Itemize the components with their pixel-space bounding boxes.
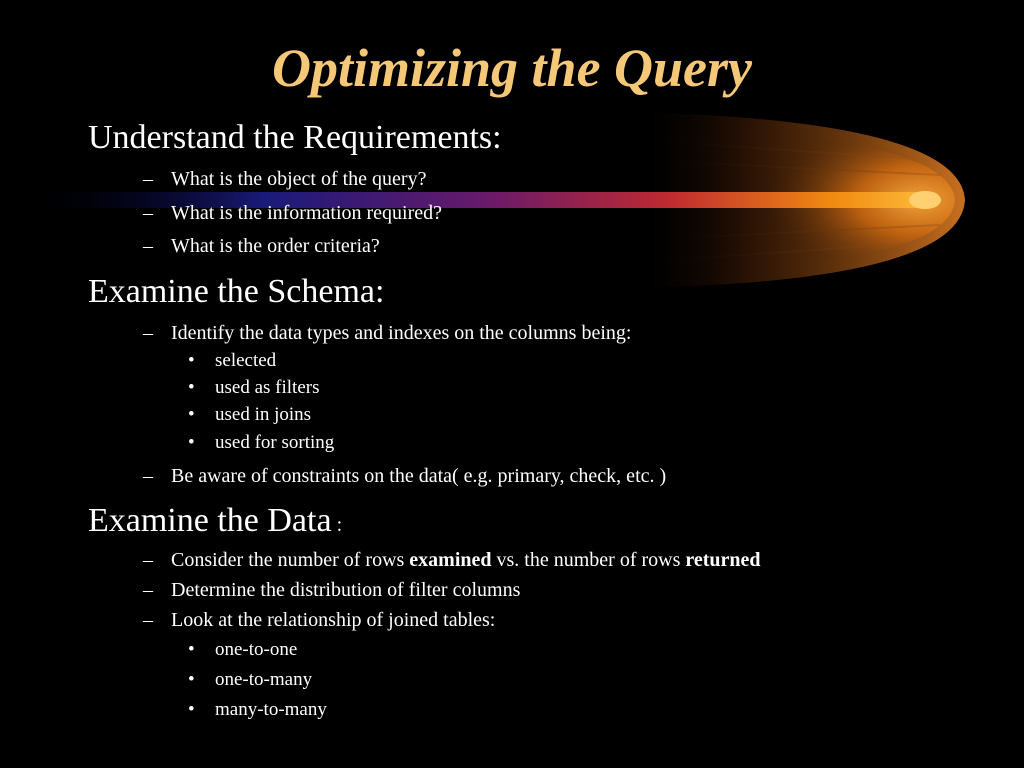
dot-bullet: • bbox=[188, 404, 195, 425]
dash-bullet: – bbox=[143, 168, 153, 190]
dot-bullet: • bbox=[188, 350, 195, 371]
dash-bullet: – bbox=[143, 202, 153, 224]
dash-bullet: – bbox=[143, 549, 153, 571]
slide: Optimizing the Query Understand the Requirements: – What is the object of the query? – What is the information required? – What is the order criteria? Examine the Schema: – Identify the data types and indexes on the columns being: • selected • used as filters • used in joins • used for sorting – Be aware of constraints on the data( e.g. primary, check, etc. ) Examine the Data : – Consider the number of rows examined vs. the number of rows returned – Determine the distribution of filter columns – Look at the relationship of joined tables: • one-to-one • one-to-many • many-to-many bbox=[0, 0, 1024, 768]
section-heading-schema: Examine the Schema: bbox=[88, 273, 385, 310]
section-heading-data: Examine the Data : bbox=[88, 502, 343, 539]
dot-bullet: • bbox=[188, 699, 195, 720]
dot-bullet: • bbox=[188, 639, 195, 660]
dash-bullet: – bbox=[143, 465, 153, 487]
dash-bullet: – bbox=[143, 322, 153, 344]
emphasis-returned: returned bbox=[685, 549, 761, 571]
emphasis-examined: examined bbox=[409, 549, 492, 571]
dash-bullet: – bbox=[143, 579, 153, 601]
slide-title: Optimizing the Query bbox=[271, 38, 753, 98]
dot-bullet: • bbox=[188, 669, 195, 690]
dot-bullet: • bbox=[188, 432, 195, 453]
dash-bullet: – bbox=[143, 609, 153, 631]
dash-bullet: – bbox=[143, 235, 153, 257]
section-heading-requirements: Understand the Requirements: bbox=[88, 119, 502, 156]
dot-bullet: • bbox=[188, 377, 195, 398]
